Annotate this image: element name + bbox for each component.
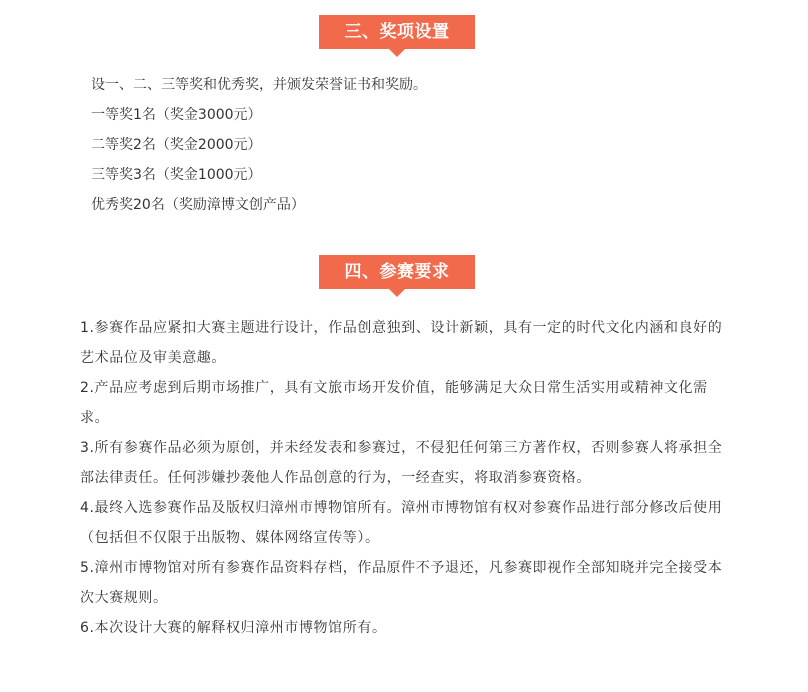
- requirement-item: 1.参赛作品应紧扣大赛主题进行设计，作品创意独到、设计新颖，具有一定的时代文化内涵和良好的艺术品位及审美意趣。: [80, 320, 723, 366]
- requirement-item: 3.所有参赛作品必须为原创，并未经发表和参赛过，不侵犯任何第三方著作权，否则参赛人将承担全部法律责任。任何涉嫌抄袭他人作品创意的行为，一经查实，将取消参赛资格。: [80, 440, 723, 486]
- award-excellence-prize: 优秀奖20名（奖励漳博文创产品）: [91, 197, 305, 213]
- award-second-prize: 二等奖2名（奖金2000元）: [91, 137, 262, 153]
- requirement-item: 5.漳州市博物馆对所有参赛作品资料存档，作品原件不予退还，凡参赛即视作全部知晓并完全接受本次大赛规则。: [80, 560, 723, 606]
- section-title-awards: 三、奖项设置: [319, 15, 475, 49]
- awards-intro: 设一、二、三等奖和优秀奖，并颁发荣誉证书和奖励。: [91, 77, 427, 93]
- requirement-item: 6.本次设计大赛的解释权归漳州市博物馆所有。: [80, 620, 387, 636]
- requirement-item: 4.最终入选参赛作品及版权归漳州市博物馆所有。漳州市博物馆有权对参赛作品进行部分修改后使用（包括但不仅限于出版物、媒体网络宣传等）。: [80, 500, 723, 546]
- awards-list: [91, 70, 751, 220]
- requirements-list: [80, 313, 728, 643]
- award-first-prize: 一等奖1名（奖金3000元）: [91, 107, 262, 123]
- requirement-item: 2.产品应考虑到后期市场推广，具有文旅市场开发价值，能够满足大众日常生活实用或精神文化需求。: [80, 380, 708, 426]
- section-title-requirements: 四、参赛要求: [319, 255, 475, 289]
- award-third-prize: 三等奖3名（奖金1000元）: [91, 167, 262, 183]
